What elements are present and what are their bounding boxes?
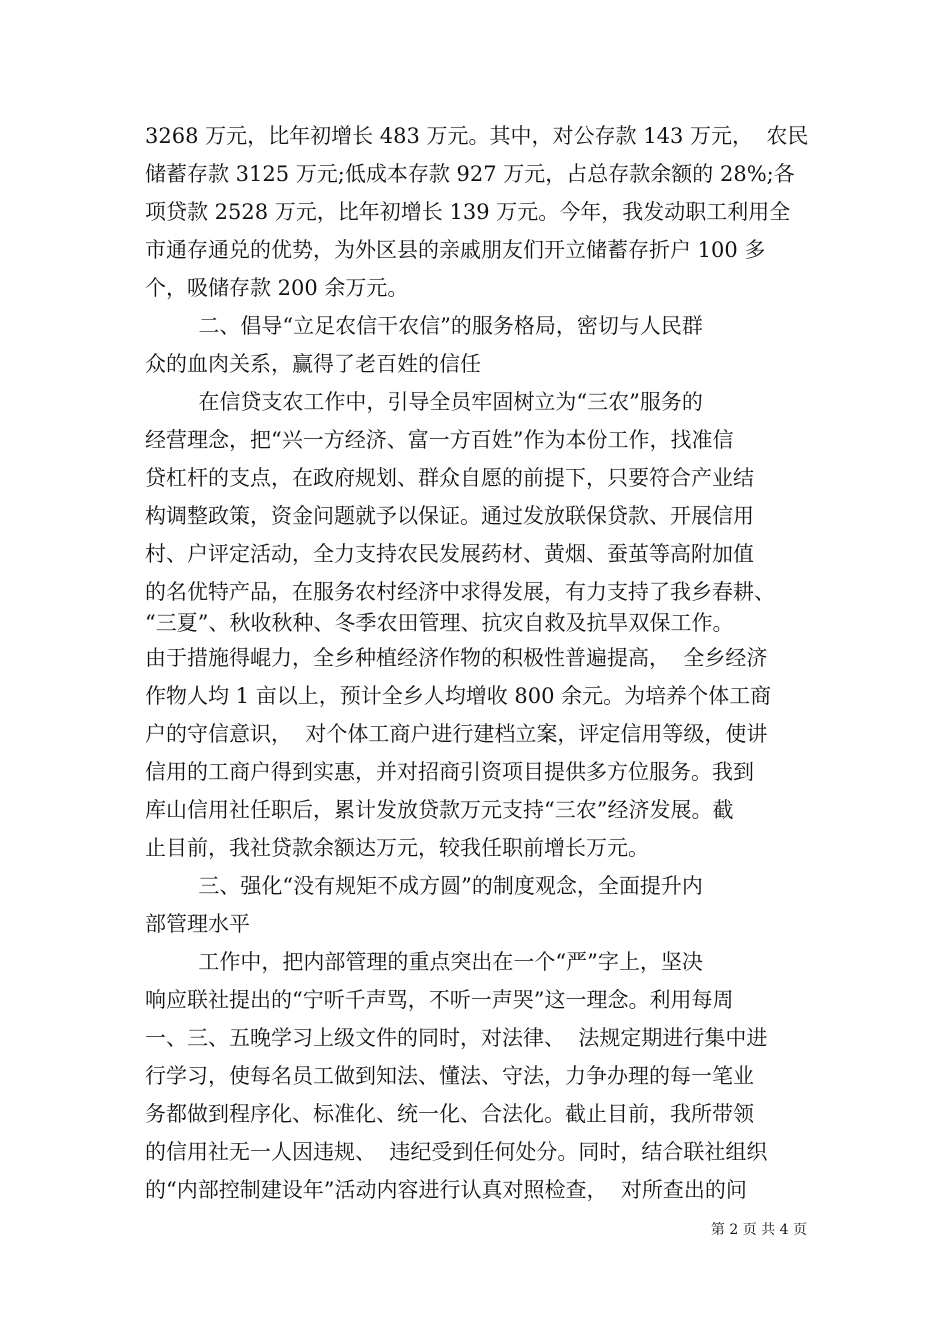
text-line: 贷杠杆的支点，在政府规划、群众自愿的前提下，只要符合产业结	[145, 466, 754, 490]
text-line: 市通存通兑的优势，为外区县的亲戚朋友们开立储蓄存折户 100 多	[145, 238, 766, 262]
section-heading: 二、倡导“立足农信干农信”的服务格局，密切与人民群	[145, 314, 703, 338]
text-line: 项贷款 2528 万元，比年初增长 139 万元。今年，我发动职工利用全	[145, 200, 791, 224]
text-line: 经营理念，把“兴一方经济、富一方百姓”作为本份工作，找准信	[145, 428, 734, 452]
text-line: 止目前，我社贷款余额达万元，较我任职前增长万元。	[145, 836, 649, 860]
text-line: 作物人均 1 亩以上，预计全乡人均增收 800 余元。为培养个体工商	[145, 684, 772, 708]
text-line: 村、户评定活动，全力支持农民发展药材、黄烟、蚕茧等高附加值	[145, 542, 754, 566]
text-line: 信用的工商户得到实惠，并对招商引资项目提供多方位服务。我到	[145, 760, 754, 784]
text-line: 由于措施得崐力，全乡种植经济作物的积极性普遍提高， 全乡经济	[145, 646, 768, 670]
text-line: 务都做到程序化、标准化、统一化、合法化。截止目前，我所带领	[145, 1102, 754, 1126]
text-line: 构调整政策，资金问题就予以保证。通过发放联保贷款、开展信用	[145, 504, 754, 528]
text-line: 的“内部控制建设年”活动内容进行认真对照检查， 对所查出的问	[145, 1178, 747, 1202]
text-line: 库山信用社任职后，累计发放贷款万元支持“三农”经济发展。截	[145, 798, 734, 822]
text-line: 的信用社无一人因违规、 违纪受到任何处分。同时，结合联社组织	[145, 1140, 768, 1164]
text-line: 个，吸储存款 200 余万元。	[145, 276, 409, 300]
text-line: “三夏”、秋收秋种、冬季农田管理、抗灾自救及抗旱双保工作。	[145, 611, 734, 635]
text-line: 户的守信意识， 对个体工商户进行建档立案，评定信用等级，使讲	[145, 722, 768, 746]
text-line: 一、三、五晚学习上级文件的同时，对法律、 法规定期进行集中进	[145, 1026, 768, 1050]
text-line: 工作中，把内部管理的重点突出在一个“严”字上，坚决	[145, 950, 703, 974]
text-line: 3268 万元，比年初增长 483 万元。其中，对公存款 143 万元， 农民	[145, 124, 809, 148]
text-line: 行学习，使每名员工做到知法、懂法、守法，力争办理的每一笔业	[145, 1064, 754, 1088]
text-line: 储蓄存款 3125 万元;低成本存款 927 万元，占总存款余额的 28%;各	[145, 162, 795, 186]
text-line: 的名优特产品，在服务农村经济中求得发展，有力支持了我乡春耕、	[145, 580, 775, 604]
section-heading: 众的血肉关系，赢得了老百姓的信任	[145, 352, 481, 376]
section-heading: 三、强化“没有规矩不成方圆”的制度观念，全面提升内	[145, 874, 703, 898]
section-heading: 部管理水平	[145, 912, 250, 936]
page-number: 第 2 页 共 4 页	[710, 1222, 807, 1238]
text-line: 响应联社提出的“宁听千声骂，不听一声哭”这一理念。利用每周	[145, 988, 734, 1012]
text-line: 在信贷支农工作中，引导全员牢固树立为“三农”服务的	[145, 390, 703, 414]
